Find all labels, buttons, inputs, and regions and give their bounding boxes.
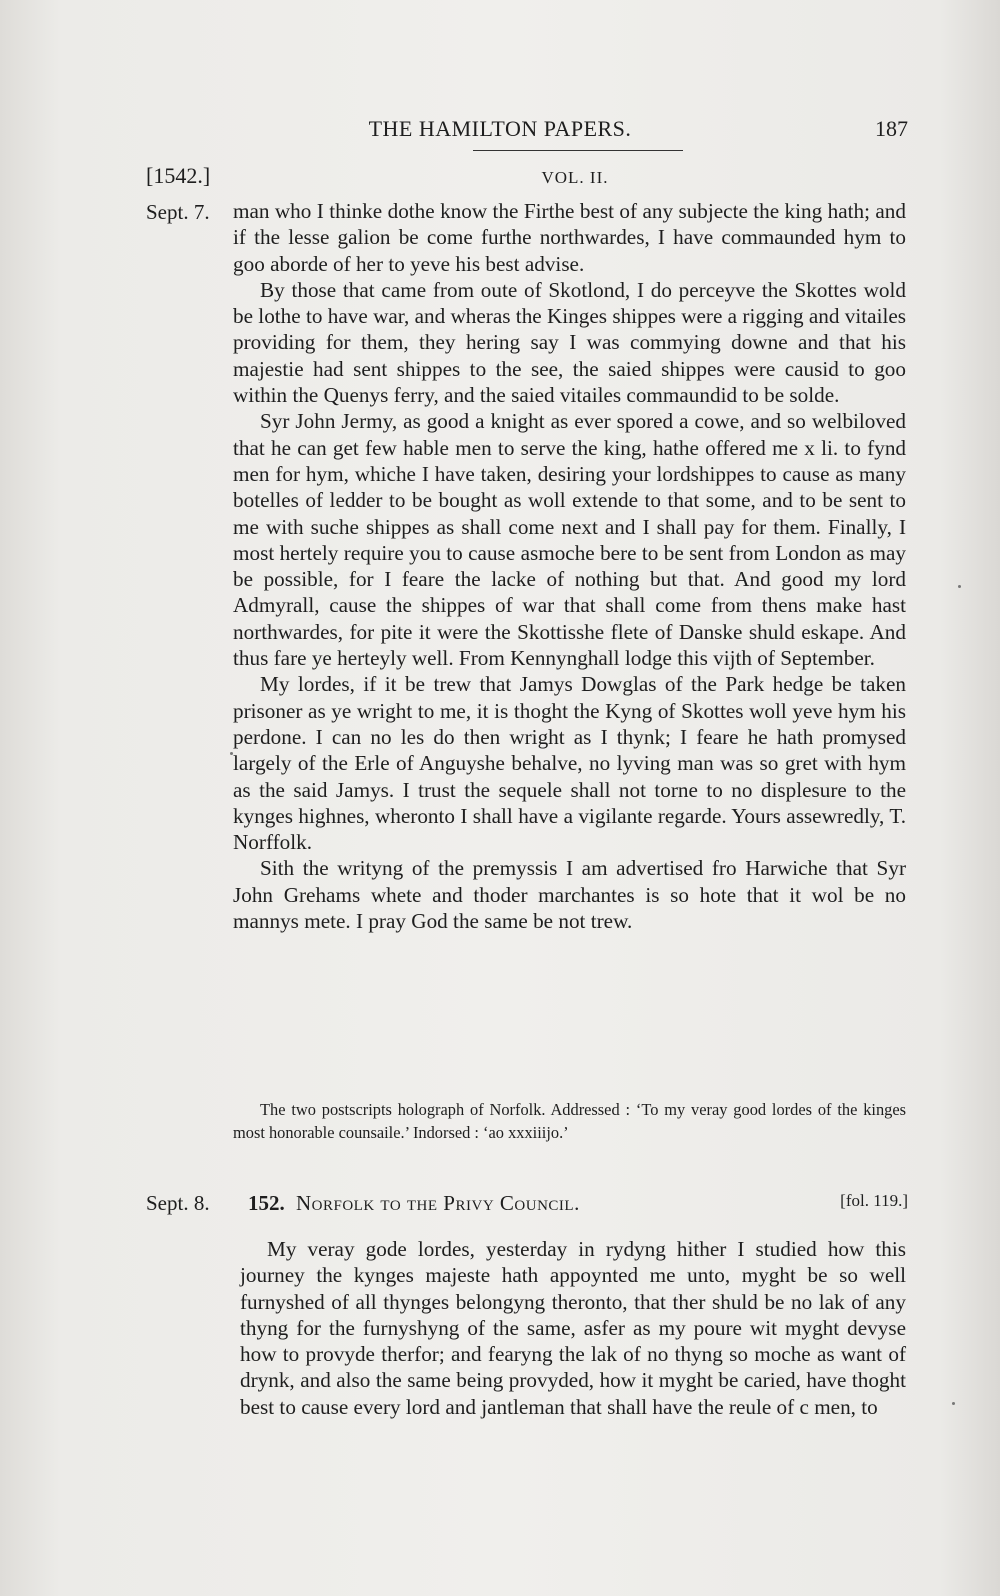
page-number: 187 <box>875 116 908 141</box>
section-number: 152. <box>248 1191 285 1215</box>
paragraph: My veray gode lordes, yesterday in rydyng hither I studied how this journey the kynges majeste hath appoynted me unto, myght be so well furnyshed of all thynges belongyng theronto, that ther shuld be no lak of any thyng for the furnyshyng of the same, asfer as my poure wit myght devyse how to provyde therfor; and fearyng the lak of no thyng so moche as want of drynk, and also the same being provyded, how it myght be caried, have thoght best to cause every lord and jantleman that shall have the reule of c men, to <box>240 1237 906 1419</box>
section-title: Norfolk to the Privy Council. <box>296 1191 580 1215</box>
paragraph: Syr John Jermy, as good a knight as ever spored a cowe, and so welbiloved that he can get few hable men to serve the king, hathe offered me x li. to fynd men for hym, whiche I have taken, desiring your lordshippes to cause as many botelles of ledder to be bought as woll extende to that some, and to be sent to me with suche shippes as shall come next and I shall pay for them. Finally, I most hertely require you to cause asmoche bere to be sent from London as may be possible, for I feare the lacke of nothing but that. And good my lord Admyrall, cause the shippes of war that shall come from thens make hast northwardes, for pite it were the Skottisshe flete of Danske shuld eskape. And thus fare ye herteyly well. From Kennynghall lodge this vijth of September. <box>233 409 906 671</box>
header-rule <box>473 150 683 151</box>
section-date: Sept. 8. <box>146 1191 210 1215</box>
folio-reference: [fol. 119.] <box>840 1191 908 1210</box>
paper-speck <box>952 1402 955 1405</box>
paragraph: My lordes, if it be trew that Jamys Dowglas of the Park hedge be taken prisoner as ye wright to me, it is thoght the Kyng of Skottes woll yeve hym his perdone. I can no les do then wright as I thynk; I feare he hath promysed largely of the Erle of Anguyshe behalve, no lyving man was so gret with hym as the said Jamys. I trust the sequele shall not torne to no displesure to the kynges highnes, wheronto I shall have a vigilante regarde. Yours assewredly, T. Norffolk. <box>233 672 906 855</box>
paragraph: By those that came from oute of Skotlond, I do perceyve the Skottes wold be lothe to have war, and wheras the Kinges shippes were a rigging and vitailes providing for them, they hering say I was commying downe and that his majestie had sent shippes to the see, the saied shippes were causid to goo within the Quenys ferry, and the saied vitailes commaundid to be solde. <box>233 277 906 408</box>
paragraph: Sith the writyng of the premyssis I am advertised fro Harwiche that Syr John Grehams whete and thoder marchantes is so hote that it wol be no mannys mete. I pray God the same be not trew. <box>233 856 906 934</box>
letter-body <box>233 198 906 934</box>
section-body <box>240 1236 906 1420</box>
letter-date: Sept. 7. <box>146 200 210 224</box>
running-title: THE HAMILTON PAPERS. <box>368 116 632 141</box>
page-header <box>0 110 1000 150</box>
section-heading <box>0 1191 1000 1221</box>
editorial-note <box>233 1098 906 1144</box>
volume-label: VOL. II. <box>541 168 609 187</box>
paper-speck <box>958 585 961 588</box>
paragraph: man who I thinke dothe know the Firthe best of any subjecte the king hath; and if the lesse galion be come furthe northwardes, I have commaunded hym to goo aborde of her to yeve his best advise. <box>233 199 906 276</box>
year-marginal: [1542.] <box>146 163 211 188</box>
paper-speck <box>230 752 233 755</box>
note-text: The two postscripts holograph of Norfolk. Addressed : ‘To my veray good lordes of the kinges most honorable counsaile.’ Indorsed : ‘ao xxxiiijo.’ <box>233 1100 906 1142</box>
